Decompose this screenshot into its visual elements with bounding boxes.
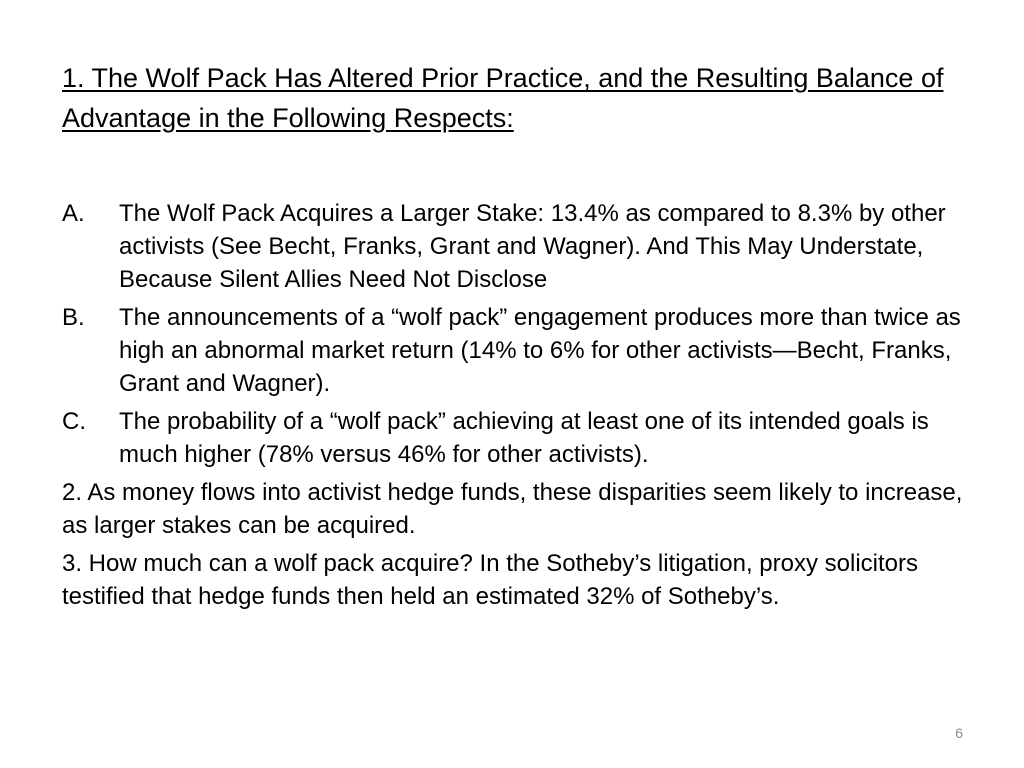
list-marker: A. <box>62 200 85 227</box>
slide-body <box>62 197 972 618</box>
list-item-a <box>62 197 972 296</box>
page-number: 6 <box>955 725 963 741</box>
list-marker: B. <box>62 304 85 331</box>
list-item-text: The Wolf Pack Acquires a Larger Stake: 13.4% as compared to 8.3% by other activists (See Becht, Franks, Grant and Wagner). And This May Understate, Because Silent Allies Need Not Disclose <box>119 200 946 293</box>
list-item-text: The probability of a “wolf pack” achieving at least one of its intended goals is much higher (78% versus 46% for other activists). <box>119 408 929 468</box>
list-marker: C. <box>62 408 86 435</box>
paragraph-3: 3. How much can a wolf pack acquire? In the Sotheby’s litigation, proxy solicitors testified that hedge funds then held an estimated 32% of Sotheby’s. <box>62 550 918 610</box>
list-item-b <box>62 301 972 400</box>
list-item-text: The announcements of a “wolf pack” engagement produces more than twice as high an abnormal market return (14% to 6% for other activists—Becht, Franks, Grant and Wagner). <box>119 304 961 397</box>
list-item-c <box>62 405 972 471</box>
slide-title: 1. The Wolf Pack Has Altered Prior Practice, and the Resulting Balance of Advantage in the Following Respects: <box>62 63 944 133</box>
paragraph-2: 2. As money flows into activist hedge funds, these disparities seem likely to increase, as larger stakes can be acquired. <box>62 479 963 539</box>
